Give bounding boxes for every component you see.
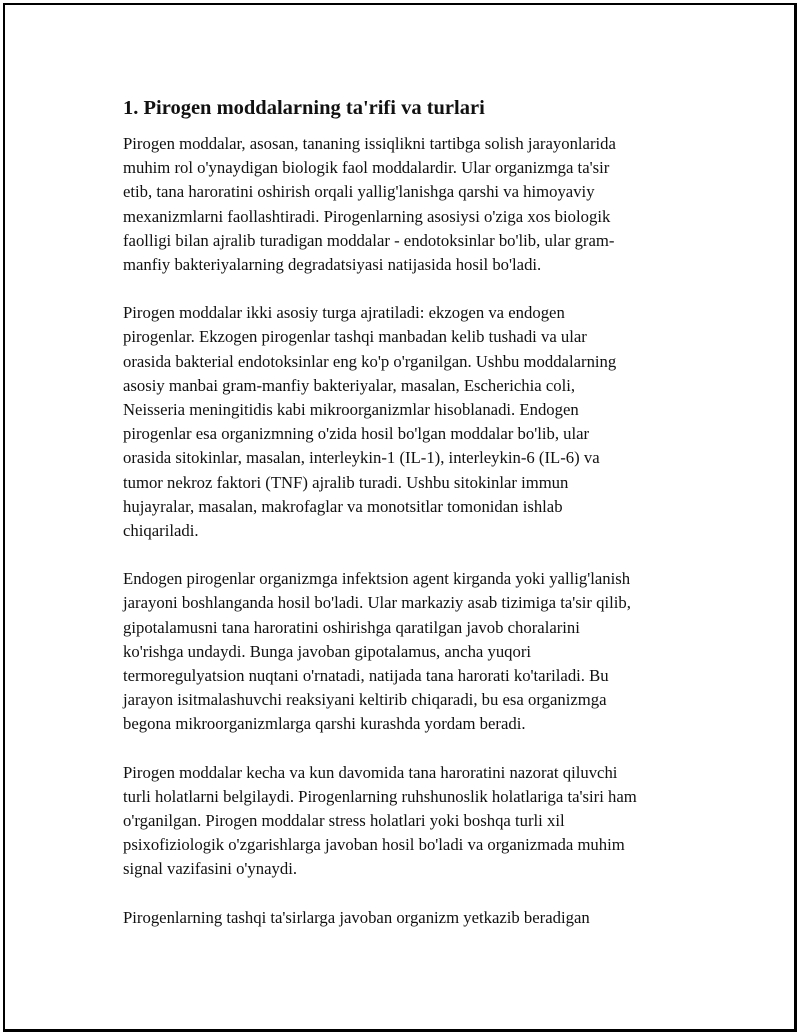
text-line: hujayralar, masalan, makrofaglar va monotsitlar tomonidan ishlab [123, 496, 563, 516]
text-line: muhim rol o'ynaydigan biologik faol moddalardir. Ular organizmga ta'sir [123, 158, 610, 178]
document-body [123, 93, 668, 954]
page-frame [3, 3, 797, 1032]
text-line: Neisseria meningitidis kabi mikroorganizmlar hisoblanadi. Endogen [123, 400, 579, 420]
text-line: faolligi bilan ajralib turadigan moddalar - endotoksinlar bo'lib, ular gram- [123, 230, 615, 250]
text-line: gipotalamusni tana haroratini oshirishga qaratilgan javob choralarini [123, 617, 580, 637]
text-line: jarayoni boshlanganda hosil bo'ladi. Ular markaziy asab tizimiga ta'sir qilib, [123, 593, 631, 613]
paragraph-4 [123, 761, 668, 882]
text-line: tumor nekroz faktori (TNF) ajralib turadi. Ushbu sitokinlar immun [123, 472, 569, 492]
text-line: orasida sitokinlar, masalan, interleykin-1 (IL-1), interleykin-6 (IL-6) va [123, 448, 600, 468]
text-line: etib, tana haroratini oshirish orqali yallig'lanishga qarshi va himoyaviy [123, 182, 595, 202]
text-line: Pirogen moddalar kecha va kun davomida tana haroratini nazorat qiluvchi [123, 762, 618, 782]
paragraph-5 [123, 906, 668, 930]
paragraph-2 [123, 301, 668, 543]
text-line: pirogenlar esa organizmning o'zida hosil bo'lgan moddalar bo'lib, ular [123, 424, 590, 444]
paragraph-3 [123, 567, 668, 736]
text-line: orasida bakterial endotoksinlar eng ko'p o'rganilgan. Ushbu moddalarning [123, 351, 617, 371]
text-line: Pirogenlarning tashqi ta'sirlarga javoban organizm yetkazib beradigan [123, 907, 590, 927]
text-line: turli holatlarni belgilaydi. Pirogenlarning ruhshunoslik holatlariga ta'siri ham [123, 786, 637, 806]
section-heading: 1. Pirogen moddalarning ta'rifi va turlari [123, 97, 485, 119]
text-line: chiqariladi. [123, 521, 199, 541]
text-line: mexanizmlarni faollashtiradi. Pirogenlarning asosiysi o'ziga xos biologik [123, 206, 611, 226]
text-line: jarayon isitmalashuvchi reaksiyani keltirib chiqaradi, bu esa organizmga [123, 690, 607, 710]
text-line: o'rganilgan. Pirogen moddalar stress holatlari yoki boshqa turli xil [123, 811, 565, 831]
text-line: begona mikroorganizmlarga qarshi kurashda yordam beradi. [123, 714, 526, 734]
text-line: termoregulyatsion nuqtani o'rnatadi, natijada tana harorati ko'tariladi. Bu [123, 666, 609, 686]
text-line: signal vazifasini o'ynaydi. [123, 859, 298, 879]
text-line: Pirogen moddalar, asosan, tananing issiqlikni tartibga solish jarayonlarida [123, 134, 616, 153]
text-line: pirogenlar. Ekzogen pirogenlar tashqi manbadan kelib tushadi va ular [123, 327, 587, 347]
text-line: psixofiziologik o'zgarishlarga javoban hosil bo'ladi va organizmada muhim [123, 835, 625, 855]
text-line: ko'rishga undaydi. Bunga javoban gipotalamus, ancha yuqori [123, 641, 532, 661]
text-line: asosiy manbai gram-manfiy bakteriyalar, masalan, Escherichia coli, [123, 375, 576, 395]
paragraph-1 [123, 132, 668, 277]
text-line: Pirogen moddalar ikki asosiy turga ajratiladi: ekzogen va endogen [123, 303, 565, 323]
text-line: Endogen pirogenlar organizmga infektsion agent kirganda yoki yallig'lanish [123, 569, 631, 589]
text-line: manfiy bakteriyalarning degradatsiyasi natijasida hosil bo'ladi. [123, 255, 542, 275]
